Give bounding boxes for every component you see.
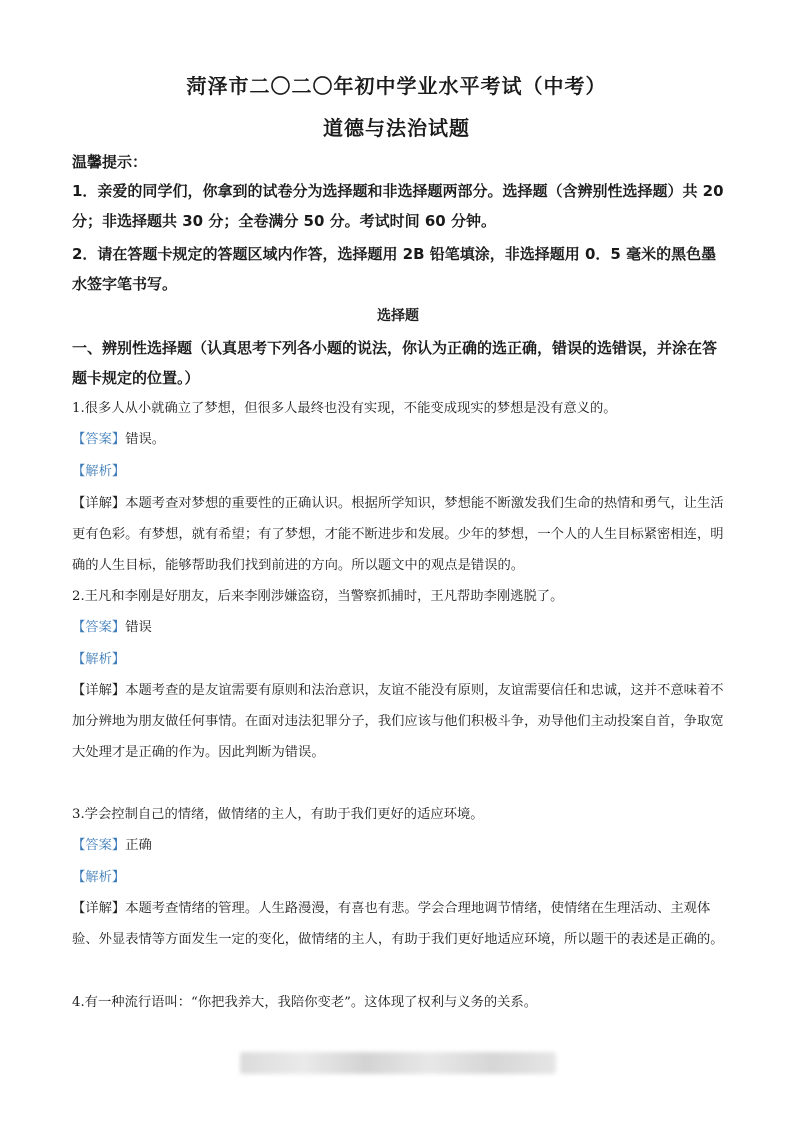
tips-item-2: 2．请在答题卡规定的答题区域内作答，选择题用 2B 铅笔填涂，非选择题用 0．5 毫米的黑色墨水签字笔书写。: [72, 245, 717, 293]
question-1-stem: 1.很多人从小就确立了梦想，但很多人最终也没有实现，不能变成现实的梦想是没有意义的。: [72, 401, 617, 416]
detail-label: 【详解】: [72, 683, 126, 698]
detail-text: 本题考查情绪的管理。人生路漫漫，有喜也有悲。学会合理地调节情绪，使情绪在生理活动、主观体验、外显表情等方面发生一定的变化，做情绪的主人，有助于我们更好地适应环境，所以题干的表述是正确的。: [72, 901, 724, 947]
question-3-answer: [72, 830, 724, 861]
tips-heading: 温馨提示：: [72, 153, 148, 171]
question-2-stem: 2.王凡和李刚是好朋友，后来李刚涉嫌盗窃，当警察抓捕时，王凡帮助李刚逃脱了。: [72, 589, 564, 604]
question-1-detail: [72, 488, 724, 581]
detail-text: 本题考查的是友谊需要有原则和法治意识，友谊不能没有原则，友谊需要信任和忠诚，这并不意味着不加分辨地为朋友做任何事情。在面对违法犯罪分子，我们应该与他们积极斗争，劝导他们主动投案自首，争取宽大处理才是正确的作为。因此判断为错误。: [72, 683, 724, 760]
answer-value: 正确: [125, 838, 152, 853]
analysis-label: 【解析】: [72, 870, 126, 885]
question-1-answer: [72, 424, 724, 455]
question-4-stem: 4.有一种流行语叫：“你把我养大，我陪你变老”。这体现了权利与义务的关系。: [72, 995, 538, 1010]
answer-label: 【答案】: [72, 838, 126, 853]
analysis-label: 【解析】: [72, 464, 126, 479]
exam-title: 菏泽市二〇二〇年初中学业水平考试（中考）: [186, 74, 607, 98]
answer-label: 【答案】: [72, 620, 126, 635]
detail-label: 【详解】: [72, 496, 126, 511]
question-2-answer: [72, 612, 724, 643]
detail-text: 本题考查对梦想的重要性的正确认识。根据所学知识，梦想能不断激发我们生命的热情和勇气，让生活更有色彩。有梦想，就有希望；有了梦想，才能不断进步和发展。少年的梦想，一个人的人生目标紧密相连，明确的人生目标，能够帮助我们找到前进的方向。所以题文中的观点是错误的。: [72, 496, 724, 573]
question-3-stem: 3.学会控制自己的情绪，做情绪的主人，有助于我们更好的适应环境。: [72, 807, 484, 822]
question-3-detail: [72, 893, 724, 955]
answer-value: 错误: [125, 620, 152, 635]
exam-subject-title: 道德与法治试题: [323, 116, 470, 140]
detail-label: 【详解】: [72, 901, 126, 916]
blurred-footer-watermark: [240, 1052, 556, 1074]
tips-item-1: 1．亲爱的同学们，你拿到的试卷分为选择题和非选择题两部分。选择题（含辨别性选择题）共 20 分；非选择题共 30 分；全卷满分 50 分。考试时间 60 分钟。: [72, 182, 724, 230]
analysis-label: 【解析】: [72, 652, 126, 667]
question-2-analysis: [72, 644, 724, 675]
answer-value: 错误。: [125, 432, 166, 447]
question-1-analysis: [72, 456, 724, 487]
part1-heading: 一、辨别性选择题（认真思考下列各小题的说法，你认为正确的选正确，错误的选错误，并涂在答题卡规定的位置。）: [72, 339, 718, 387]
question-2-detail: [72, 675, 724, 768]
question-3-analysis: [72, 862, 724, 893]
answer-label: 【答案】: [72, 432, 126, 447]
section-title: 选择题: [377, 308, 419, 324]
